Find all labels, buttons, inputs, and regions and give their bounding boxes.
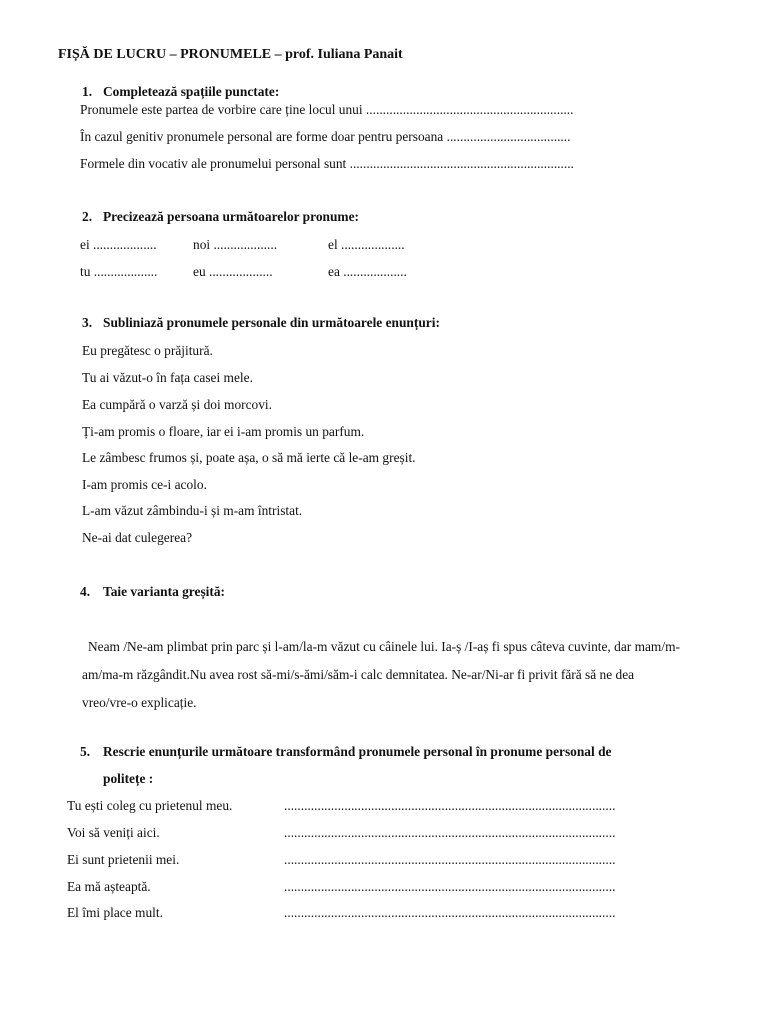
q5-sentence: Voi să veniți aici.	[67, 825, 160, 840]
page-title: FIȘĂ DE LUCRU – PRONUMELE – prof. Iuliana Panait	[58, 47, 403, 62]
q5-sentence: Tu ești coleg cu prietenul meu.	[67, 798, 233, 813]
q2-number: 2.	[82, 209, 93, 224]
q2-item-noi: noi ...................	[193, 237, 278, 252]
q4-heading: Taie varianta greșită:	[103, 584, 225, 599]
q3-sentence: Ea cumpără o varză și doi morcovi.	[82, 397, 272, 412]
q5-heading-line-1: Rescrie enunțurile următoare transformând pronumele personal în pronume personal de	[103, 744, 612, 759]
q2-item-ei: ei ...................	[80, 237, 157, 252]
q5-sentence: Ea mă așteaptă.	[67, 879, 151, 894]
q3-sentence: L-am văzut zâmbindu-i și m-am întristat.	[82, 503, 303, 518]
q3-sentence: Ți-am promis o floare, iar ei i-am promis un parfum.	[82, 424, 365, 439]
q3-number: 3.	[82, 315, 93, 330]
q5-answer-line: ...................................................................................................	[284, 852, 616, 867]
q3-sentence: Eu pregătesc o prăjitură.	[82, 343, 213, 358]
q5-number: 5.	[80, 744, 91, 759]
q4-number: 4.	[80, 584, 91, 599]
q3-sentence: Tu ai văzut-o în fața casei mele.	[82, 370, 253, 385]
q5-sentence: El îmi place mult.	[67, 905, 163, 920]
q2-item-eu: eu ...................	[193, 264, 273, 279]
q3-sentence: Ne-ai dat culegerea?	[82, 530, 193, 545]
q2-item-tu: tu ...................	[80, 264, 158, 279]
q1-line-1: Pronumele este partea de vorbire care ține locul unui ..............................................................	[80, 102, 574, 117]
q1-number: 1.	[82, 84, 93, 99]
q3-heading: Subliniază pronumele personale din următoarele enunțuri:	[103, 315, 440, 330]
q2-item-el: el ...................	[328, 237, 405, 252]
q5-answer-line: ...................................................................................................	[284, 879, 616, 894]
q5-heading-line-2: politețe :	[103, 771, 154, 786]
q2-item-ea: ea ...................	[328, 264, 407, 279]
q1-line-2: În cazul genitiv pronumele personal are forme doar pentru persoana .....................................	[80, 129, 571, 144]
q5-answer-line: ...................................................................................................	[284, 825, 616, 840]
q3-sentence: I-am promis ce-i acolo.	[82, 477, 207, 492]
q3-sentence: Le zâmbesc frumos și, poate așa, o să mă ierte că le-am greșit.	[82, 450, 416, 465]
q4-paragraph: Neam /Ne-am plimbat prin parc și l-am/la-m văzut cu câinele lui. Ia-ș /I-aș fi spus câteva cuvinte, dar mam/m-am/ma-m răzgândit.Nu avea rost să-mi/s-ămi/săm-i calc demnitatea. Ne-ar/Ni-ar fi privit fără să ne dea vreo/vre-o explicație.	[82, 639, 680, 710]
q5-answer-line: ...................................................................................................	[284, 905, 616, 920]
q1-heading: Completează spațiile punctate:	[103, 84, 280, 99]
q5-answer-line: ...................................................................................................	[284, 798, 616, 813]
q5-sentence: Ei sunt prietenii mei.	[67, 852, 180, 867]
q1-line-3: Formele din vocativ ale pronumelui personal sunt ...................................................................	[80, 156, 574, 171]
q2-heading: Precizează persoana următoarelor pronume:	[103, 209, 359, 224]
